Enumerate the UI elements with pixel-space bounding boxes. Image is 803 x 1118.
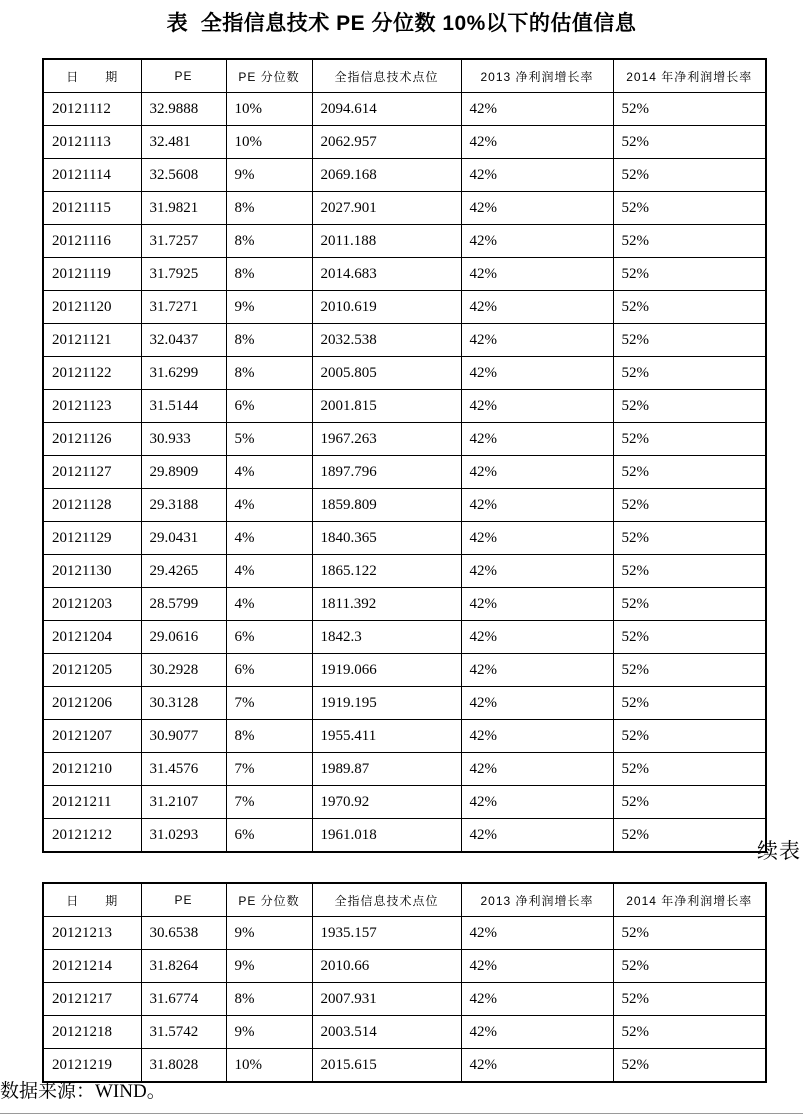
cell-index-level: 2010.66	[312, 950, 461, 983]
cell-pe: 30.3128	[141, 687, 226, 720]
cell-date: 20121205	[43, 654, 141, 687]
cell-pe-percentile: 5%	[226, 423, 312, 456]
cell-pe: 29.3188	[141, 489, 226, 522]
cell-index-level: 1840.365	[312, 522, 461, 555]
cell-date: 20121218	[43, 1016, 141, 1049]
cell-growth-2014: 52%	[613, 225, 766, 258]
cell-index-level: 1811.392	[312, 588, 461, 621]
cell-pe: 31.5144	[141, 390, 226, 423]
cell-date: 20121204	[43, 621, 141, 654]
cell-pe-percentile: 9%	[226, 950, 312, 983]
cell-growth-2013: 42%	[461, 621, 613, 654]
cell-date: 20121213	[43, 917, 141, 950]
cell-growth-2013: 42%	[461, 687, 613, 720]
cell-pe: 29.0431	[141, 522, 226, 555]
cell-pe: 30.9077	[141, 720, 226, 753]
column-header-pe: PE	[141, 883, 226, 917]
cell-growth-2014: 52%	[613, 489, 766, 522]
cell-growth-2014: 52%	[613, 126, 766, 159]
cell-index-level: 2032.538	[312, 324, 461, 357]
cell-index-level: 1919.066	[312, 654, 461, 687]
cell-growth-2013: 42%	[461, 1016, 613, 1049]
table-row	[43, 654, 766, 687]
cell-pe-percentile: 6%	[226, 819, 312, 853]
cell-pe: 32.481	[141, 126, 226, 159]
cell-pe: 31.7925	[141, 258, 226, 291]
table-row	[43, 159, 766, 192]
cell-growth-2014: 52%	[613, 588, 766, 621]
table-row	[43, 324, 766, 357]
cell-pe: 31.4576	[141, 753, 226, 786]
cell-date: 20121120	[43, 291, 141, 324]
cell-pe-percentile: 4%	[226, 522, 312, 555]
cell-growth-2014: 52%	[613, 192, 766, 225]
cell-index-level: 2062.957	[312, 126, 461, 159]
cell-date: 20121128	[43, 489, 141, 522]
cell-index-level: 1865.122	[312, 555, 461, 588]
column-header-growth-2014: 2014 年净利润增长率	[613, 59, 766, 93]
valuation-table-continued	[42, 882, 767, 1083]
cell-pe: 31.2107	[141, 786, 226, 819]
cell-index-level: 2027.901	[312, 192, 461, 225]
cell-date: 20121116	[43, 225, 141, 258]
cell-growth-2014: 52%	[613, 621, 766, 654]
table-row	[43, 423, 766, 456]
cell-pe: 28.5799	[141, 588, 226, 621]
cell-pe-percentile: 10%	[226, 1049, 312, 1083]
cell-growth-2014: 52%	[613, 357, 766, 390]
table-row	[43, 192, 766, 225]
cell-pe-percentile: 10%	[226, 126, 312, 159]
cell-pe: 32.5608	[141, 159, 226, 192]
cell-pe: 30.6538	[141, 917, 226, 950]
cell-growth-2014: 52%	[613, 522, 766, 555]
cell-growth-2014: 52%	[613, 983, 766, 1016]
table-row	[43, 93, 766, 126]
cell-pe-percentile: 7%	[226, 687, 312, 720]
column-header-growth-2013: 2013 净利润增长率	[461, 59, 613, 93]
cell-growth-2013: 42%	[461, 324, 613, 357]
cell-growth-2014: 52%	[613, 423, 766, 456]
table-header-row	[43, 59, 766, 93]
cell-growth-2013: 42%	[461, 93, 613, 126]
cell-growth-2013: 42%	[461, 126, 613, 159]
cell-pe: 31.6299	[141, 357, 226, 390]
cell-growth-2013: 42%	[461, 456, 613, 489]
cell-index-level: 1970.92	[312, 786, 461, 819]
cell-pe-percentile: 4%	[226, 588, 312, 621]
cell-index-level: 2005.805	[312, 357, 461, 390]
cell-growth-2014: 52%	[613, 917, 766, 950]
cell-growth-2014: 52%	[613, 950, 766, 983]
cell-pe: 31.8028	[141, 1049, 226, 1083]
cell-growth-2014: 52%	[613, 819, 766, 853]
cell-pe-percentile: 9%	[226, 159, 312, 192]
cell-growth-2014: 52%	[613, 555, 766, 588]
cell-pe: 32.9888	[141, 93, 226, 126]
cell-growth-2014: 52%	[613, 786, 766, 819]
cell-pe: 32.0437	[141, 324, 226, 357]
table-row	[43, 489, 766, 522]
cell-pe: 29.0616	[141, 621, 226, 654]
cell-growth-2014: 52%	[613, 93, 766, 126]
column-header-growth-2014: 2014 年净利润增长率	[613, 883, 766, 917]
cell-date: 20121211	[43, 786, 141, 819]
cell-date: 20121115	[43, 192, 141, 225]
cell-growth-2013: 42%	[461, 654, 613, 687]
cell-growth-2013: 42%	[461, 225, 613, 258]
cell-growth-2013: 42%	[461, 588, 613, 621]
cell-growth-2013: 42%	[461, 917, 613, 950]
cell-growth-2013: 42%	[461, 555, 613, 588]
cell-pe: 30.2928	[141, 654, 226, 687]
table-row	[43, 258, 766, 291]
table-row	[43, 588, 766, 621]
cell-growth-2013: 42%	[461, 159, 613, 192]
cell-growth-2014: 52%	[613, 291, 766, 324]
cell-pe: 31.9821	[141, 192, 226, 225]
cell-index-level: 1897.796	[312, 456, 461, 489]
table-row	[43, 621, 766, 654]
cell-index-level: 2014.683	[312, 258, 461, 291]
cell-growth-2013: 42%	[461, 357, 613, 390]
cell-growth-2014: 52%	[613, 390, 766, 423]
cell-date: 20121210	[43, 753, 141, 786]
cell-growth-2014: 52%	[613, 720, 766, 753]
table-row	[43, 291, 766, 324]
page-title: 表 全指信息技术 PE 分位数 10%以下的估值信息	[166, 12, 637, 35]
cell-date: 20121207	[43, 720, 141, 753]
cell-date: 20121123	[43, 390, 141, 423]
cell-pe: 31.0293	[141, 819, 226, 853]
cell-pe-percentile: 9%	[226, 1016, 312, 1049]
cell-date: 20121214	[43, 950, 141, 983]
table-row	[43, 522, 766, 555]
cell-date: 20121127	[43, 456, 141, 489]
table-row	[43, 950, 766, 983]
column-header-date: 日 期	[43, 59, 141, 93]
column-header-index-level: 全指信息技术点位	[312, 59, 461, 93]
cell-growth-2014: 52%	[613, 1016, 766, 1049]
cell-growth-2013: 42%	[461, 786, 613, 819]
cell-date: 20121113	[43, 126, 141, 159]
cell-index-level: 2094.614	[312, 93, 461, 126]
cell-growth-2013: 42%	[461, 258, 613, 291]
cell-index-level: 1919.195	[312, 687, 461, 720]
cell-pe-percentile: 8%	[226, 983, 312, 1016]
cell-index-level: 2003.514	[312, 1016, 461, 1049]
cell-growth-2014: 52%	[613, 324, 766, 357]
cell-pe-percentile: 8%	[226, 225, 312, 258]
cell-growth-2013: 42%	[461, 390, 613, 423]
cell-date: 20121212	[43, 819, 141, 853]
cell-date: 20121112	[43, 93, 141, 126]
cell-index-level: 2015.615	[312, 1049, 461, 1083]
cell-index-level: 1935.157	[312, 917, 461, 950]
cell-growth-2013: 42%	[461, 983, 613, 1016]
cell-pe-percentile: 8%	[226, 357, 312, 390]
table-row	[43, 983, 766, 1016]
cell-growth-2014: 52%	[613, 1049, 766, 1083]
data-source-note: 数据来源：WIND。	[0, 1081, 166, 1102]
cell-pe-percentile: 9%	[226, 917, 312, 950]
cell-index-level: 1955.411	[312, 720, 461, 753]
column-header-index-level: 全指信息技术点位	[312, 883, 461, 917]
cell-date: 20121122	[43, 357, 141, 390]
cell-index-level: 2069.168	[312, 159, 461, 192]
column-header-growth-2013: 2013 净利润增长率	[461, 883, 613, 917]
cell-pe-percentile: 6%	[226, 621, 312, 654]
cell-pe: 31.5742	[141, 1016, 226, 1049]
cell-pe-percentile: 6%	[226, 390, 312, 423]
cell-pe: 31.8264	[141, 950, 226, 983]
cell-pe-percentile: 9%	[226, 291, 312, 324]
table-row	[43, 456, 766, 489]
cell-index-level: 1961.018	[312, 819, 461, 853]
cell-growth-2013: 42%	[461, 720, 613, 753]
column-header-pe-percentile: PE 分位数	[226, 883, 312, 917]
cell-growth-2014: 52%	[613, 654, 766, 687]
cell-pe-percentile: 10%	[226, 93, 312, 126]
cell-index-level: 1842.3	[312, 621, 461, 654]
table-row	[43, 687, 766, 720]
cell-date: 20121217	[43, 983, 141, 1016]
cell-pe: 29.4265	[141, 555, 226, 588]
column-header-pe: PE	[141, 59, 226, 93]
cell-date: 20121129	[43, 522, 141, 555]
cell-growth-2014: 52%	[613, 456, 766, 489]
cell-growth-2013: 42%	[461, 489, 613, 522]
cell-date: 20121126	[43, 423, 141, 456]
page-bottom-rule	[0, 1113, 803, 1114]
table-row	[43, 225, 766, 258]
table-row	[43, 720, 766, 753]
cell-pe-percentile: 4%	[226, 489, 312, 522]
cell-growth-2013: 42%	[461, 1049, 613, 1083]
cell-pe-percentile: 7%	[226, 786, 312, 819]
cell-date: 20121119	[43, 258, 141, 291]
cell-index-level: 2001.815	[312, 390, 461, 423]
cell-pe-percentile: 8%	[226, 192, 312, 225]
cell-growth-2013: 42%	[461, 522, 613, 555]
table-row	[43, 819, 766, 853]
cell-pe-percentile: 8%	[226, 258, 312, 291]
cell-growth-2014: 52%	[613, 687, 766, 720]
cell-growth-2014: 52%	[613, 258, 766, 291]
cell-pe-percentile: 8%	[226, 720, 312, 753]
cell-index-level: 2011.188	[312, 225, 461, 258]
table-row	[43, 126, 766, 159]
cell-index-level: 2007.931	[312, 983, 461, 1016]
cell-pe-percentile: 4%	[226, 456, 312, 489]
table-row	[43, 390, 766, 423]
cell-growth-2013: 42%	[461, 192, 613, 225]
cell-date: 20121114	[43, 159, 141, 192]
cell-growth-2013: 42%	[461, 950, 613, 983]
cell-pe: 29.8909	[141, 456, 226, 489]
cell-date: 20121219	[43, 1049, 141, 1083]
table-row	[43, 786, 766, 819]
cell-pe: 31.7257	[141, 225, 226, 258]
cell-pe-percentile: 4%	[226, 555, 312, 588]
table-row	[43, 917, 766, 950]
cell-pe-percentile: 6%	[226, 654, 312, 687]
cell-date: 20121130	[43, 555, 141, 588]
cell-growth-2014: 52%	[613, 159, 766, 192]
cell-date: 20121203	[43, 588, 141, 621]
cell-pe-percentile: 8%	[226, 324, 312, 357]
table-row	[43, 1016, 766, 1049]
cell-pe: 31.7271	[141, 291, 226, 324]
column-header-pe-percentile: PE 分位数	[226, 59, 312, 93]
cell-index-level: 1859.809	[312, 489, 461, 522]
cell-index-level: 1989.87	[312, 753, 461, 786]
table-row	[43, 357, 766, 390]
column-header-date: 日 期	[43, 883, 141, 917]
cell-index-level: 2010.619	[312, 291, 461, 324]
continued-table-label: 续表	[757, 840, 801, 863]
valuation-table	[42, 58, 767, 853]
table-header-row	[43, 883, 766, 917]
cell-growth-2013: 42%	[461, 423, 613, 456]
table-row	[43, 555, 766, 588]
cell-pe-percentile: 7%	[226, 753, 312, 786]
cell-growth-2013: 42%	[461, 291, 613, 324]
cell-index-level: 1967.263	[312, 423, 461, 456]
table-row	[43, 753, 766, 786]
cell-pe: 30.933	[141, 423, 226, 456]
cell-date: 20121121	[43, 324, 141, 357]
cell-date: 20121206	[43, 687, 141, 720]
cell-pe: 31.6774	[141, 983, 226, 1016]
cell-growth-2014: 52%	[613, 753, 766, 786]
cell-growth-2013: 42%	[461, 753, 613, 786]
cell-growth-2013: 42%	[461, 819, 613, 853]
